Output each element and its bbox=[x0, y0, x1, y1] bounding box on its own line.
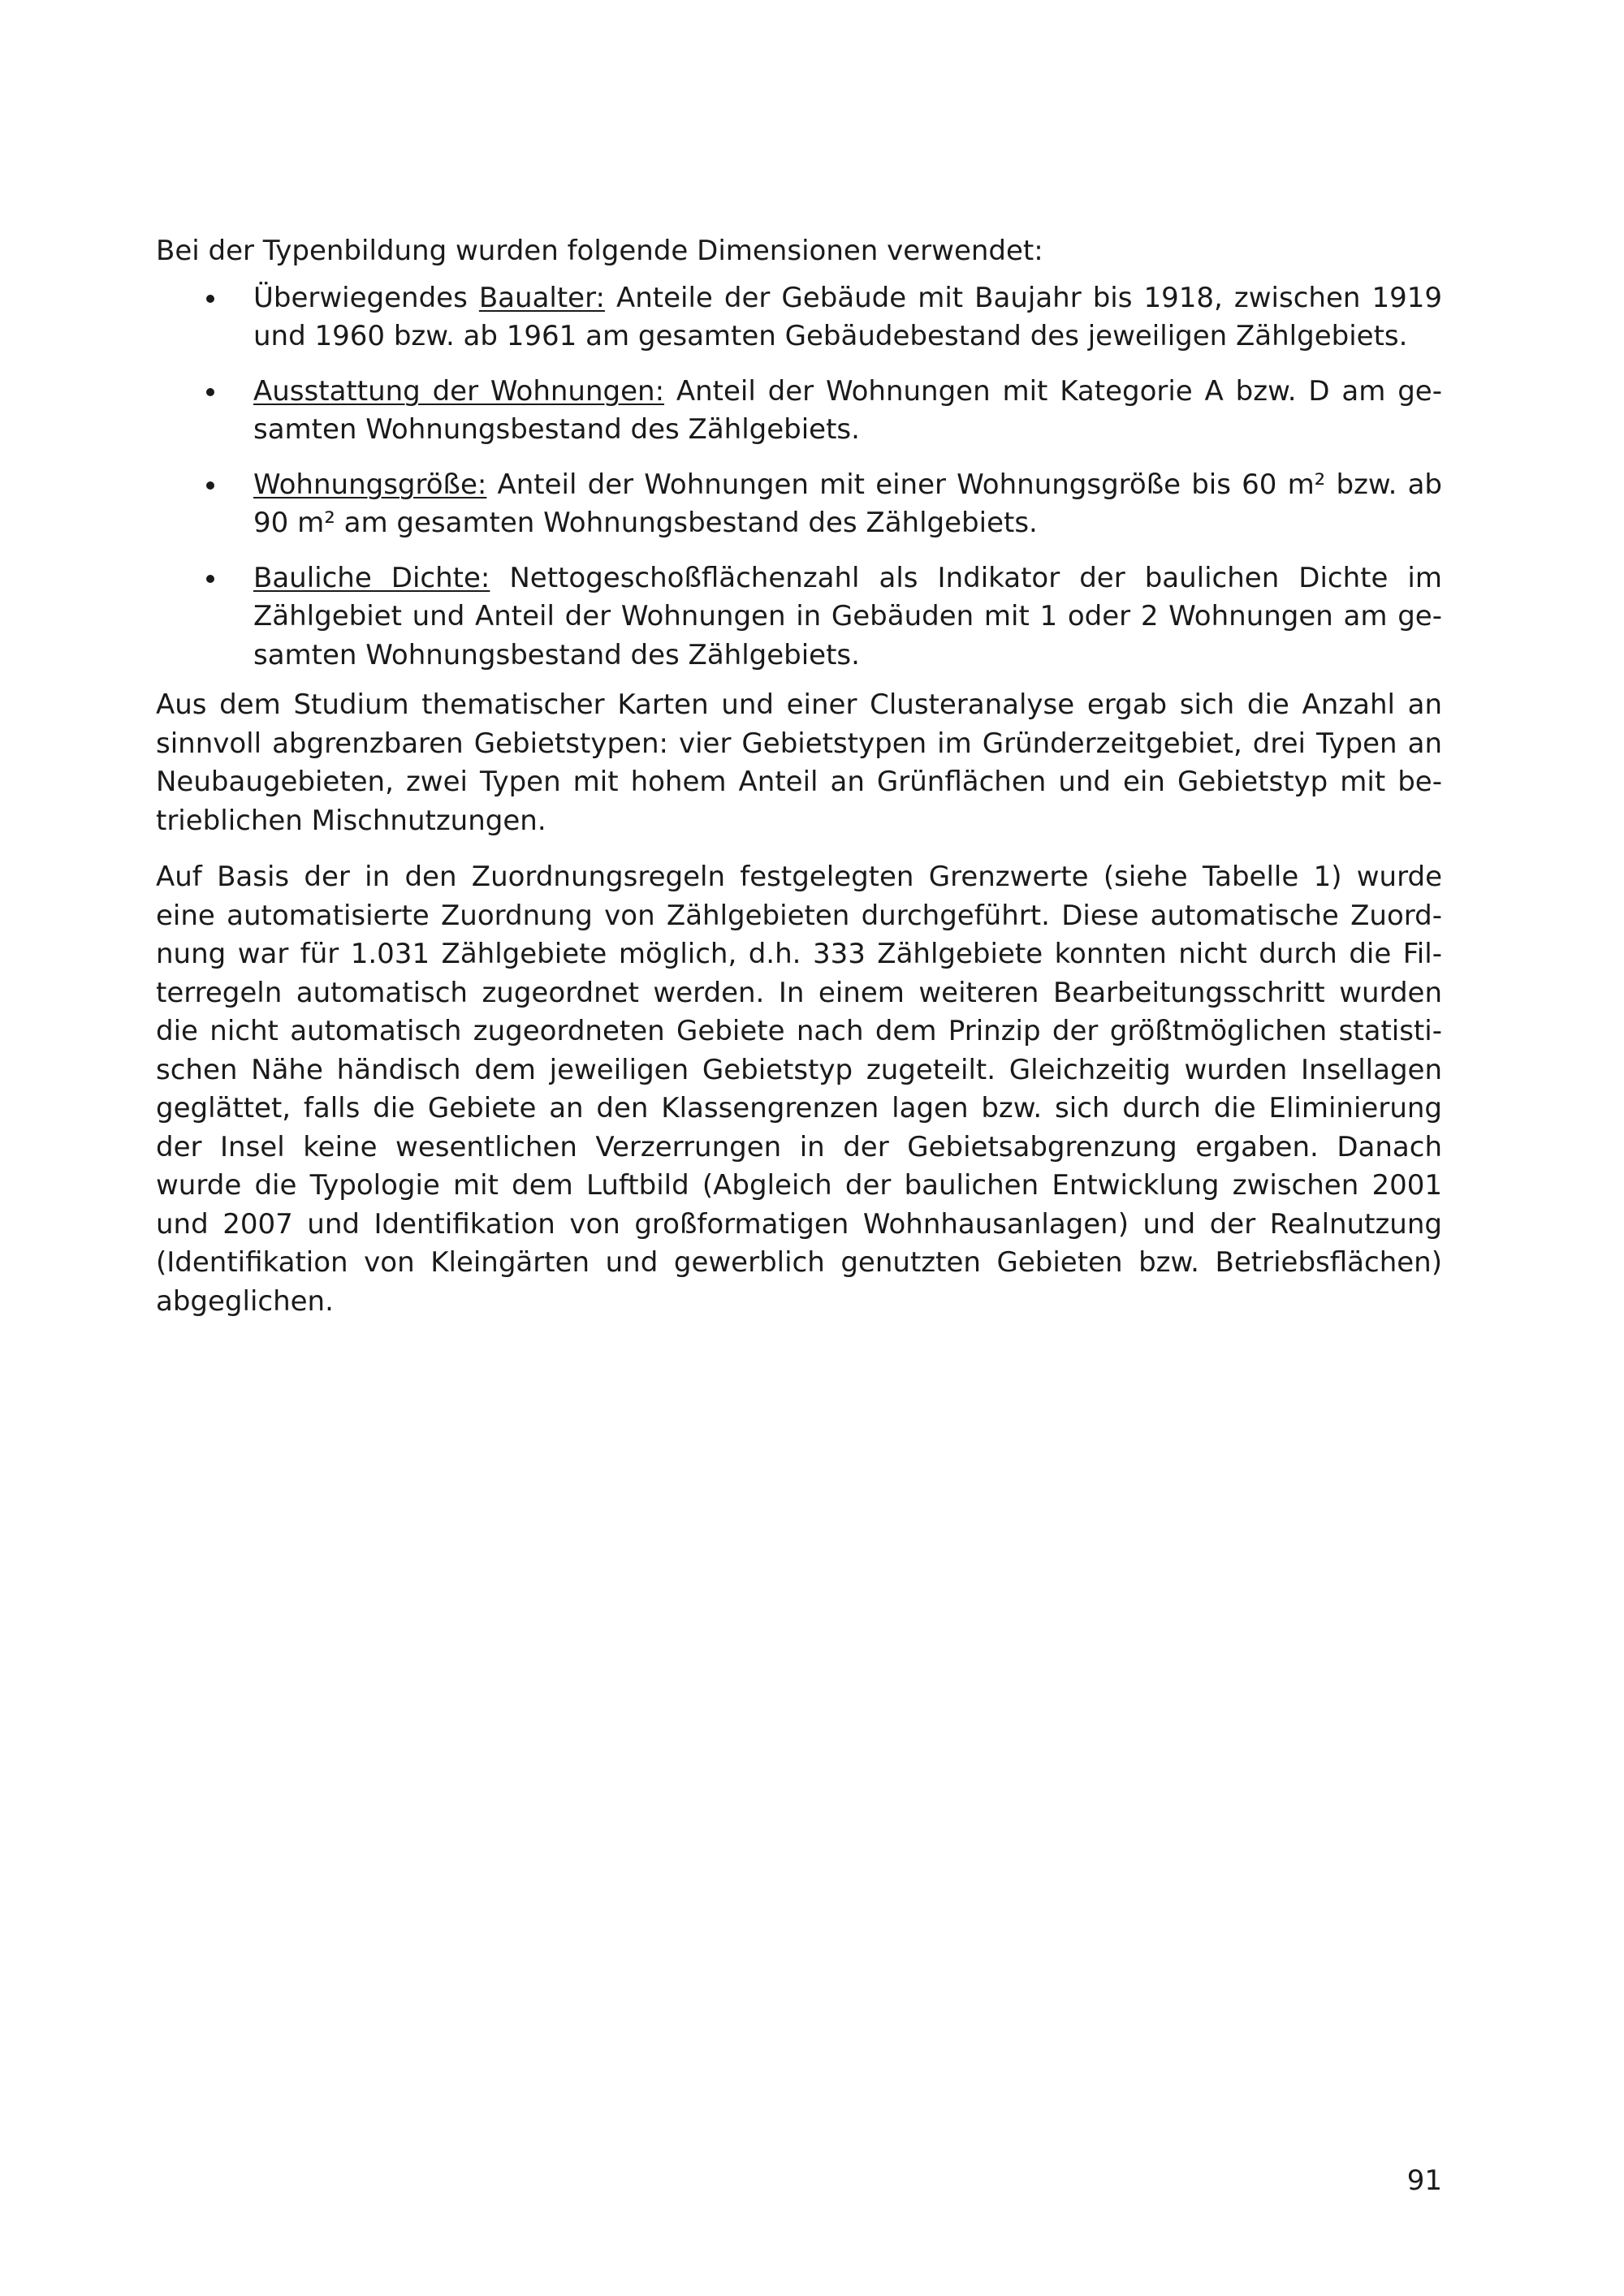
bullet-icon bbox=[206, 295, 214, 303]
list-item-term: Ausstattung der Wohnungen: bbox=[253, 374, 665, 408]
intro-paragraph: Bei der Typenbildung wurden folgende Dimensionen verwendet: bbox=[156, 235, 1043, 267]
paragraph-gebietstypen: Aus dem Studium thematischer Karten und einer Clusteranalyse ergab sich die Anzahl an sinnvoll abgrenzbaren Gebietstypen: vier Gebietstypen im Gründerzeitgebiet, drei Typen an Neubaugebieten, zwei Typen mit hohem Anteil an Grünflächen und ein Gebietstyp mit betrieblichen Mischnutzungen. bbox=[156, 688, 1442, 837]
paragraph-zuordnung: Auf Basis der in den Zuordnungsregeln festgelegten Grenzwerte (siehe Tabelle 1) wurde eine automatisierte Zuordnung von Zählgebieten durchgeführt. Diese automatische Zuordnung war für 1.031 Zählgebiete möglich, d.h. 333 Zählgebiete konnten nicht durch die Filterregeln automatisch zugeordnet werden. In einem weiteren Bearbeitungsschritt wurden die nicht automatisch zugeordneten Gebiete nach dem Prinzip der größtmöglichen statistischen Nähe händisch dem jeweiligen Gebietstyp zugeteilt. Gleichzeitig wurden Insellagen geglättet, falls die Gebiete an den Klassengrenzen lagen bzw. sich durch die Eliminierung der Insel keine wesentlichen Verzerrungen in der Gebietsabgrenzung ergaben. Danach wurde die Typologie mit dem Luftbild (Abgleich der baulichen Entwicklung zwischen 2001 und 2007 und Identifikation von großformatigen Wohnhausanlagen) und der Realnutzung (Identifikation von Kleingärten und gewerblich genutzten Gebieten bzw. Betriebsflächen) abgeglichen. bbox=[156, 861, 1442, 1318]
list-item-text: Anteile der Gebäude mit Baujahr bis 1918, zwischen 1919 und 1960 bzw. ab 1961 am gesamten Gebäudebestand des jeweiligen Zählgebiets. bbox=[253, 281, 1443, 352]
list-item-lead: Überwiegendes bbox=[253, 281, 479, 314]
bullet-icon bbox=[206, 575, 214, 583]
list-item-text: Anteil der Wohnungen mit Kategorie A bzw. D am gesamten Wohnungsbestand des Zählgebiets. bbox=[253, 374, 1442, 446]
list-item-baualter bbox=[156, 279, 1442, 356]
bullet-icon bbox=[206, 388, 214, 396]
list-item-wohnungsgroesse bbox=[156, 466, 1442, 543]
list-item-ausstattung bbox=[156, 373, 1442, 450]
bullet-icon bbox=[206, 481, 214, 490]
list-item-text: Anteil der Wohnungen mit einer Wohnungsgröße bis 60 m² bzw. ab 90 m² am gesamten Wohnungsbestand des Zählgebiets. bbox=[253, 468, 1442, 539]
list-item-term: Baualter: bbox=[478, 281, 605, 314]
list-item-term: Wohnungsgröße: bbox=[253, 468, 487, 501]
document-body bbox=[156, 232, 1442, 1321]
list-item-bauliche-dichte bbox=[156, 559, 1442, 675]
dimension-list bbox=[156, 279, 1442, 675]
list-item-term: Bauliche Dichte: bbox=[253, 561, 490, 594]
list-item-text: Nettogeschoßflächenzahl als Indikator der baulichen Dichte im Zählgebiet und Anteil der Wohnungen in Gebäuden mit 1 oder 2 Wohnungen am gesamten Wohnungsbestand des Zählgebiets. bbox=[253, 561, 1442, 671]
page-number: 91 bbox=[1406, 2164, 1442, 2197]
